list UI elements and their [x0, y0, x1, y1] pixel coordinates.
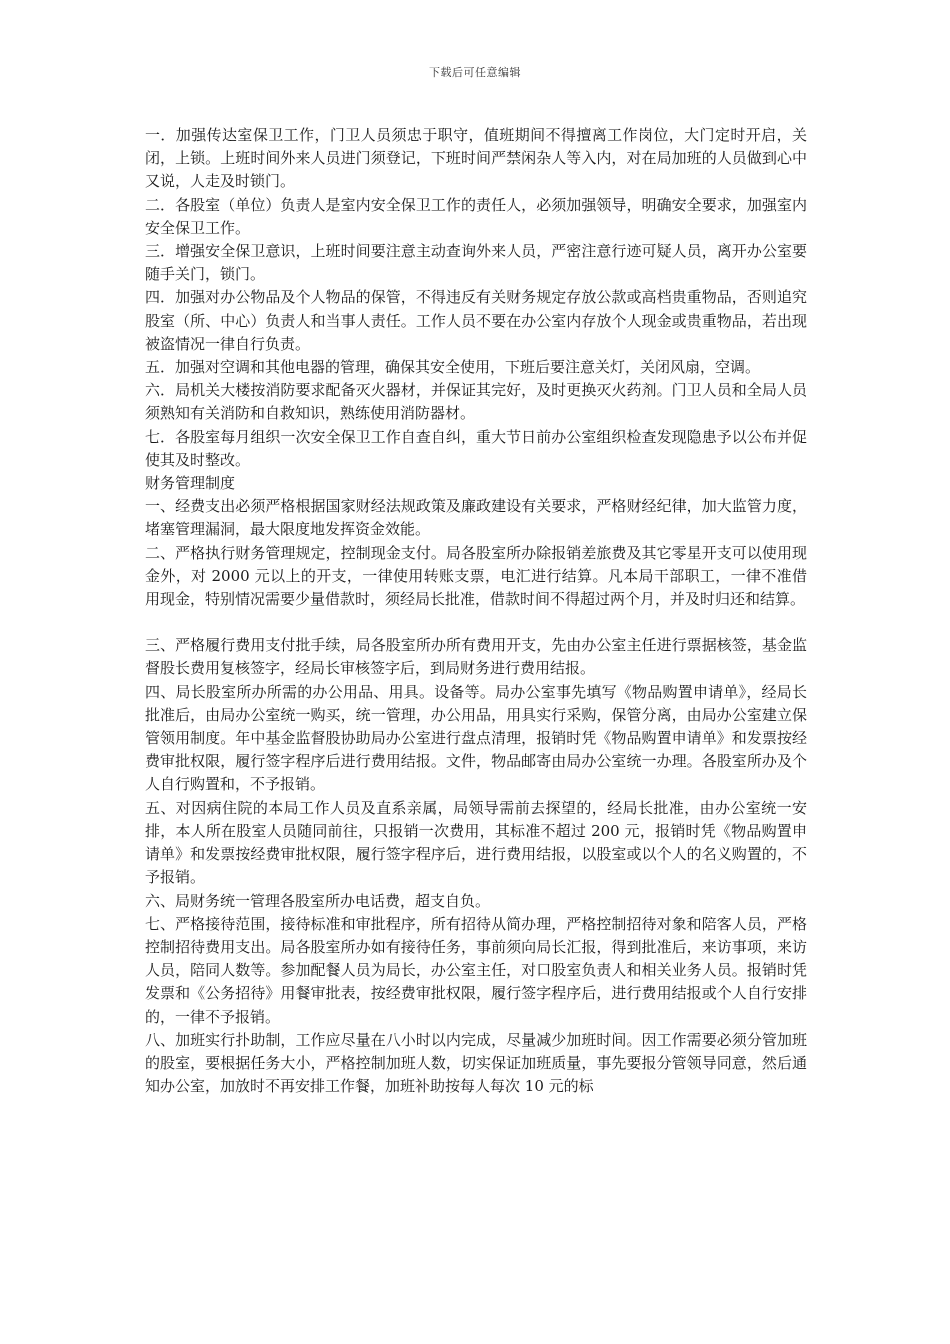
page-header: 下载后可任意编辑: [429, 66, 521, 79]
blank-line: [145, 611, 807, 634]
paragraph-security-5: 五．加强对空调和其他电器的管理，确保其安全使用，下班后要注意关灯，关闭风扇，空调。: [145, 358, 761, 377]
document-body: [145, 124, 807, 1098]
paragraph-security-6: 六．局机关大楼按消防要求配备灭火器材，并保证其完好，及时更换灭火药剂。门卫人员和全局人员须熟知有关消防和自救知识，熟练使用消防器材。: [145, 381, 807, 423]
paragraph-security-2: 二．各股室（单位）负责人是室内安全保卫工作的责任人，必须加强领导，明确安全要求，加强室内安全保卫工作。: [145, 195, 807, 237]
section-title-finance: 财务管理制度: [145, 474, 236, 493]
paragraph-security-7: 七．各股室每月组织一次安全保卫工作自查自纠，重大节日前办公室组织检查发现隐患予以公布并促使其及时整改。: [145, 427, 807, 469]
paragraph-finance-7: 七、严格接待范围，接待标准和审批程序，所有招待从简办理，严格控制招待对象和陪客人员，严格控制招待费用支出。局各股室所办如有接待任务，事前须向局长汇报，得到批准后，来访事项，来访人员，陪同人数等。参加配餐人员为局长，办公室主任，对口股室负责人和相关业务人员。报销时凭发票和《公务招待》用餐审批表，按经费审批权限，履行签字程序后，进行费用结报或个人自行安排的，一律不予报销。: [145, 914, 807, 1026]
paragraph-security-3: 三．增强安全保卫意识，上班时间要注意主动查询外来人员，严密注意行迹可疑人员，离开办公室要随手关门，锁门。: [145, 242, 807, 284]
paragraph-security-1: 一．加强传达室保卫工作，门卫人员须忠于职守，值班期间不得擅离工作岗位，大门定时开启，关闭，上锁。上班时间外来人员进门须登记，下班时间严禁闲杂人等入内，对在局加班的人员做到心中又说，人走及时锁门。: [145, 126, 807, 191]
paragraph-finance-2: 二、严格执行财务管理规定，控制现金支付。局各股室所办除报销差旅费及其它零星开支可以使用现金外，对 2000 元以上的开支，一律使用转账支票，电汇进行结算。凡本局干部职工，一律不准借用现金，特别情况需要少量借款时，须经局长批准，借款时间不得超过两个月，并及时归还和结算。: [145, 543, 807, 609]
paragraph-finance-6: 六、局财务统一管理各股室所办电话费，超支自负。: [145, 891, 491, 910]
paragraph-finance-8: 八、加班实行扑助制，工作应尽量在八小时以内完成，尽量减少加班时间。因工作需要必须分管加班的股室，要根据任务大小，严格控制加班人数，切实保证加班质量，事先要报分管领导同意，然后通知办公室，加放时不再安排工作餐，加班补助按每人每次 10 元的标: [145, 1030, 807, 1096]
paragraph-finance-4: 四、局长股室所办所需的办公用品、用具。设备等。局办公室事先填写《物品购置申请单》，经局长批准后，由局办公室统一购买，统一管理，办公用品，用具实行采购，保管分离，由局办公室建立保管领用制度。年中基金监督股协助局办公室进行盘点清理，报销时凭《物品购置申请单》和发票按经费审批权限，履行签字程序后进行费用结报。文件，物品邮寄由局办公室统一办理。各股室所办及个人自行购置和，不予报销。: [145, 682, 807, 794]
paragraph-security-4: 四．加强对办公物品及个人物品的保管，不得违反有关财务规定存放公款或高档贵重物品，否则追究股室（所、中心）负责人和当事人责任。工作人员不要在办公室内存放个人现金或贵重物品，若出现被盗情况一律自行负责。: [145, 288, 807, 353]
paragraph-finance-3: 三、严格履行费用支付批手续，局各股室所办所有费用开支，先由办公室主任进行票据核签，基金监督股长费用复核签字，经局长审核签字后，到局财务进行费用结报。: [145, 636, 807, 678]
paragraph-finance-1: 一、经费支出必须严格根据国家财经法规政策及廉政建设有关要求，严格财经纪律，加大监管力度，堵塞管理漏洞，最大限度地发挥资金效能。: [145, 497, 807, 539]
paragraph-finance-5: 五、对因病住院的本局工作人员及直系亲属，局领导需前去探望的，经局长批准，由办公室统一安排，本人所在股室人员随同前往，只报销一次费用，其标准不超过 200 元，报销时凭《物品购置申请单》和发票按经费审批权限，履行签字程序后，进行费用结报，以股室或以个人的名义购置的，不予报销。: [145, 798, 807, 887]
